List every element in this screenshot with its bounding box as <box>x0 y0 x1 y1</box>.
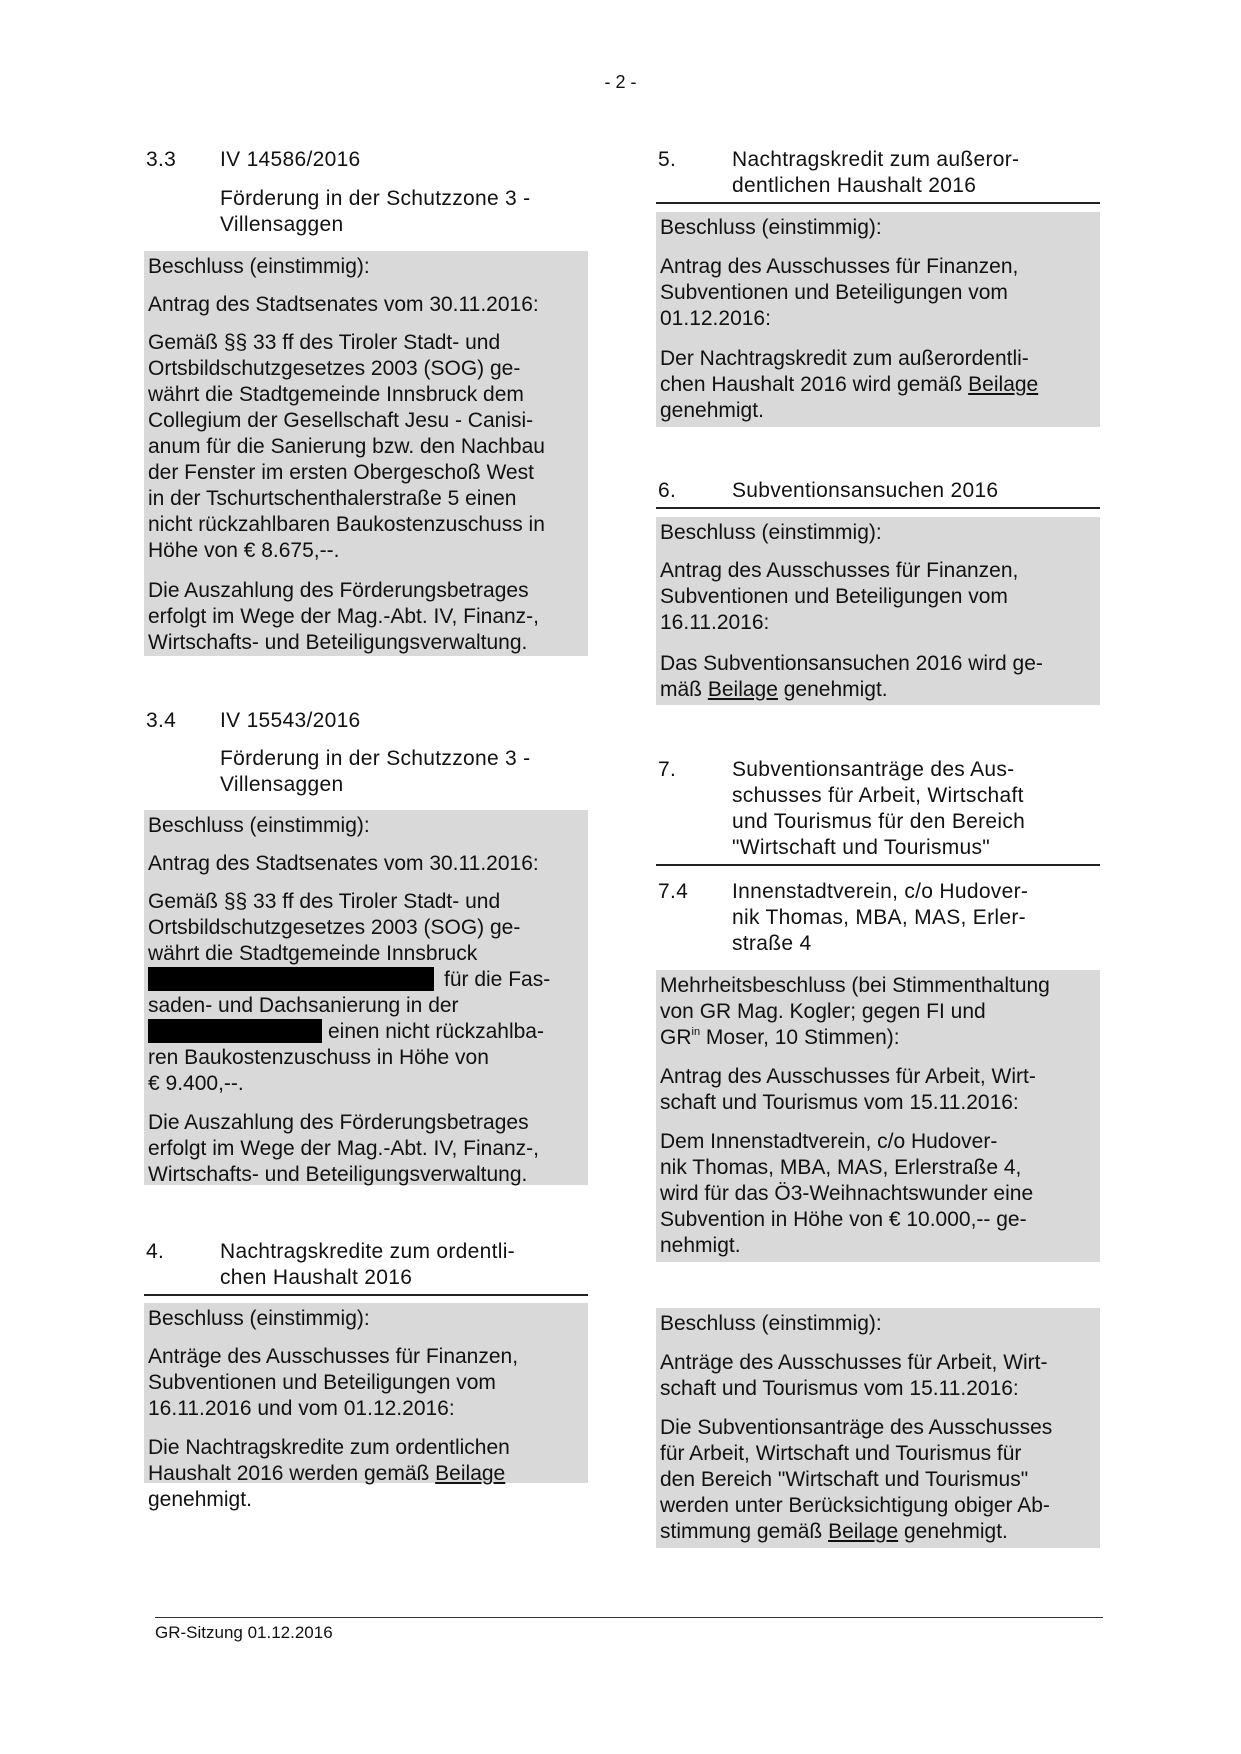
redaction-bar <box>148 967 434 991</box>
footer-text: GR-Sitzung 01.12.2016 <box>155 1623 333 1642</box>
section-code: IV 14586/2016 <box>220 148 361 171</box>
payout-line: erfolgt im Wege der Mag.-Abt. IV, Finanz-, <box>148 605 540 628</box>
body-line: stimmung gemäß Beilage genehmigt. <box>660 1520 1008 1543</box>
beilage-link[interactable]: Beilage <box>828 1520 899 1543</box>
body-line: währt die Stadtgemeinde Innsbruck dem <box>148 383 524 406</box>
section-number: 4. <box>146 1240 165 1263</box>
motion-text: Subventionen und Beteiligungen vom <box>660 585 1008 608</box>
section-number: 3.4 <box>146 709 177 732</box>
body-line: Das Subventionsansuchen 2016 wird ge- <box>660 652 1043 675</box>
section-title: nik Thomas, MBA, MAS, Erler- <box>732 906 1026 929</box>
body-line-redacted: einen nicht rückzahlba- <box>148 1019 544 1045</box>
section-rule <box>656 507 1100 509</box>
body-line: für Arbeit, Wirtschaft und Tourismus für <box>660 1442 1022 1465</box>
body-line: genehmigt. <box>660 399 764 422</box>
body-line: den Bereich "Wirtschaft und Tourismus" <box>660 1468 1029 1491</box>
payout-line: erfolgt im Wege der Mag.-Abt. IV, Finanz-, <box>148 1137 540 1160</box>
payout-line: Wirtschafts- und Beteiligungsverwaltung. <box>148 1163 528 1186</box>
section-title: Nachtragskredite zum ordentli- <box>220 1240 515 1263</box>
body-line-redacted: für die Fas- <box>148 967 550 993</box>
motion-text: 16.11.2016: <box>660 611 770 634</box>
resolution-label: Beschluss (einstimmig): <box>148 1307 370 1330</box>
body-line: Gemäß §§ 33 ff des Tiroler Stadt- und <box>148 890 501 913</box>
body-line: währt die Stadtgemeinde Innsbruck <box>148 942 478 965</box>
section-rule <box>656 202 1100 204</box>
body-line: Gemäß §§ 33 ff des Tiroler Stadt- und <box>148 331 501 354</box>
section-rule <box>144 1294 588 1296</box>
body-line: mäß Beilage genehmigt. <box>660 678 888 701</box>
body-line: saden- und Dachsanierung in der <box>148 994 459 1017</box>
body-line: chen Haushalt 2016 wird gemäß Beilage <box>660 373 1039 396</box>
body-line: der Fenster im ersten Obergeschoß West <box>148 461 534 484</box>
motion-text: Anträge des Ausschusses für Finanzen, <box>148 1345 519 1368</box>
section-title: chen Haushalt 2016 <box>220 1266 413 1289</box>
body-line: Haushalt 2016 werden gemäß Beilage <box>148 1462 506 1485</box>
motion-text: Antrag des Ausschusses für Arbeit, Wirt- <box>660 1065 1036 1088</box>
motion-text: Antrag des Stadtsenates vom 30.11.2016: <box>148 293 539 316</box>
footer-rule <box>155 1617 1103 1618</box>
section-title: Nachtragskredit zum außeror- <box>732 148 1020 171</box>
body-line: nehmigt. <box>660 1234 741 1257</box>
body-line: Höhe von € 8.675,--. <box>148 539 340 562</box>
payout-line: Die Auszahlung des Förderungsbetrages <box>148 1111 529 1134</box>
section-title: und Tourismus für den Bereich <box>732 810 1026 833</box>
beilage-link[interactable]: Beilage <box>707 678 778 701</box>
resolution-label: Beschluss (einstimmig): <box>148 814 370 837</box>
page-number: - 2 - <box>604 72 637 92</box>
resolution-label: Beschluss (einstimmig): <box>660 1312 882 1335</box>
motion-text: schaft und Tourismus vom 15.11.2016: <box>660 1377 1019 1400</box>
section-number: 3.3 <box>146 148 177 171</box>
section-title: Villensaggen <box>220 773 344 796</box>
motion-text: Antrag des Stadtsenates vom 30.11.2016: <box>148 852 539 875</box>
section-title: Villensaggen <box>220 213 344 236</box>
beilage-link[interactable]: Beilage <box>968 373 1039 396</box>
section-title: Förderung in der Schutzzone 3 - <box>220 187 531 210</box>
section-number: 7. <box>658 758 677 781</box>
body-line: Ortsbildschutzgesetzes 2003 (SOG) ge- <box>148 916 521 939</box>
body-line: genehmigt. <box>148 1488 252 1511</box>
body-line: € 9.400,--. <box>148 1072 244 1095</box>
section-title: Innenstadtverein, c/o Hudover- <box>732 880 1029 903</box>
body-line: Die Subventionsanträge des Ausschusses <box>660 1416 1053 1439</box>
body-line: nicht rückzahlbaren Baukostenzuschuss in <box>148 513 545 536</box>
body-line: in der Tschurtschenthalerstraße 5 einen <box>148 487 517 510</box>
resolution-label: Beschluss (einstimmig): <box>660 216 882 239</box>
body-line: Subvention in Höhe von € 10.000,-- ge- <box>660 1208 1027 1231</box>
section-title: schusses für Arbeit, Wirtschaft <box>732 784 1024 807</box>
section-number: 6. <box>658 479 677 502</box>
body-line: Der Nachtragskredit zum außerordentli- <box>660 347 1029 370</box>
motion-text: 01.12.2016: <box>660 307 771 330</box>
beilage-link[interactable]: Beilage <box>435 1462 506 1485</box>
redaction-bar <box>148 1019 322 1043</box>
body-line: Collegium der Gesellschaft Jesu - Canisi- <box>148 409 534 432</box>
body-line: Die Nachtragskredite zum ordentlichen <box>148 1436 510 1459</box>
motion-text: 16.11.2016 und vom 01.12.2016: <box>148 1397 455 1420</box>
body-line: Dem Innenstadtverein, c/o Hudover- <box>660 1130 998 1153</box>
motion-text: Subventionen und Beteiligungen vom <box>148 1371 496 1394</box>
motion-text: Antrag des Ausschusses für Finanzen, <box>660 559 1019 582</box>
section-title: Förderung in der Schutzzone 3 - <box>220 747 531 770</box>
section-title: dentlichen Haushalt 2016 <box>732 174 977 197</box>
section-title: Subventionsanträge des Aus- <box>732 758 1015 781</box>
section-title: Subventionsansuchen 2016 <box>732 479 999 502</box>
body-line: nik Thomas, MBA, MAS, Erlerstraße 4, <box>660 1156 1022 1179</box>
section-code: IV 15543/2016 <box>220 709 361 732</box>
body-line: Ortsbildschutzgesetzes 2003 (SOG) ge- <box>148 357 521 380</box>
section-title: "Wirtschaft und Tourismus" <box>732 836 991 859</box>
body-line: ren Baukostenzuschuss in Höhe von <box>148 1046 489 1069</box>
resolution-label: Beschluss (einstimmig): <box>660 521 882 544</box>
section-rule <box>656 864 1100 866</box>
section-title: straße 4 <box>732 932 812 955</box>
body-line: anum für die Sanierung bzw. den Nachbau <box>148 435 545 458</box>
payout-line: Die Auszahlung des Förderungsbetrages <box>148 579 529 602</box>
motion-text: schaft und Tourismus vom 15.11.2016: <box>660 1091 1019 1114</box>
motion-text: Subventionen und Beteiligungen vom <box>660 281 1008 304</box>
resolution-label: Beschluss (einstimmig): <box>148 255 370 278</box>
motion-text: Anträge des Ausschusses für Arbeit, Wirt- <box>660 1351 1048 1374</box>
motion-text: Antrag des Ausschusses für Finanzen, <box>660 255 1019 278</box>
majority-line: Mehrheitsbeschluss (bei Stimmenthaltung <box>660 974 1050 997</box>
section-number: 7.4 <box>658 880 689 903</box>
majority-line: $GR^{in}$ Moser, 10 Stimmen): <box>660 1026 900 1049</box>
body-line: wird für das Ö3-Weihnachtswunder eine <box>660 1182 1034 1205</box>
body-line: werden unter Berücksichtigung obiger Ab- <box>660 1494 1050 1517</box>
payout-line: Wirtschafts- und Beteiligungsverwaltung. <box>148 631 528 654</box>
majority-line: von GR Mag. Kogler; gegen FI und <box>660 1000 986 1023</box>
section-number: 5. <box>658 148 677 171</box>
